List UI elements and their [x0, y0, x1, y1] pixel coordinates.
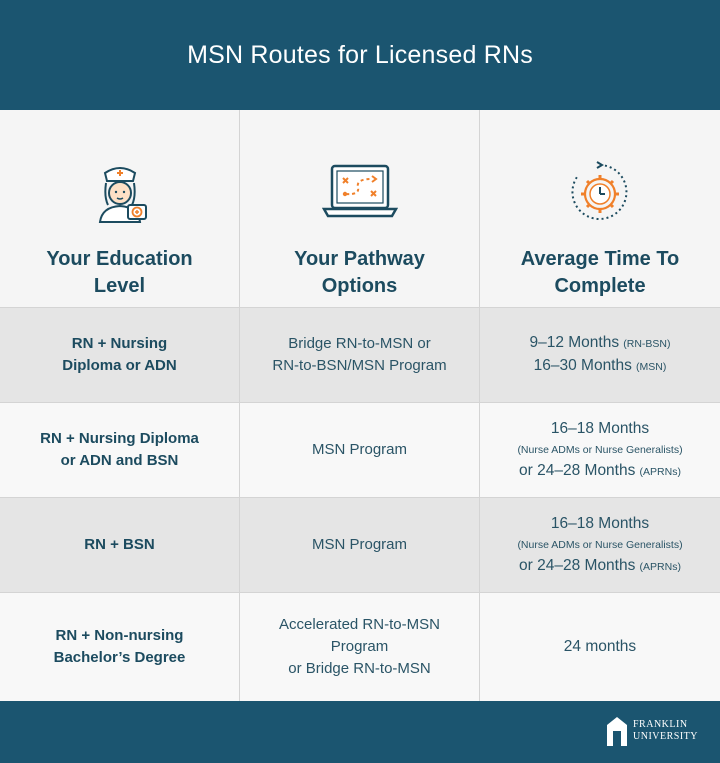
education-cell: RN + BSN	[0, 498, 240, 592]
header-cell-education	[0, 110, 240, 307]
table-row	[0, 403, 720, 498]
pathway-cell: MSN Program	[240, 403, 480, 497]
pathway-cell: Accelerated RN-to-MSN Program or Bridge RN-to-MSN	[240, 593, 480, 701]
education-cell: RN + Nursing Diploma or ADN	[0, 308, 240, 402]
time-cell: 16–18 Months (Nurse ADMs or Nurse Generalists) or 24–28 Months (APRNs)	[517, 419, 683, 479]
table-row	[0, 593, 720, 701]
column-title-time-line2: Complete	[554, 275, 646, 297]
education-cell: RN + Non-nursing Bachelor’s Degree	[0, 593, 240, 701]
column-title-pathway-line1: Your Pathway	[294, 248, 425, 270]
page-title: MSN Routes for Licensed RNs	[187, 40, 533, 69]
time-cell: 24 months	[563, 638, 637, 655]
education-cell: RN + Nursing Diploma or ADN and BSN	[0, 403, 240, 497]
table-row	[0, 498, 720, 593]
routes-table	[0, 110, 720, 701]
laptop-route-icon	[320, 152, 400, 232]
header-cell-time	[480, 110, 720, 307]
footer-banner	[0, 701, 720, 763]
logo-line1: FRANKLIN	[633, 719, 688, 730]
logo-line2: UNIVERSITY	[633, 731, 698, 742]
pathway-cell: Bridge RN-to-MSN or RN-to-BSN/MSN Program	[240, 308, 480, 402]
time-cell: 16–18 Months (Nurse ADMs or Nurse Generalists) or 24–28 Months (APRNs)	[517, 514, 683, 574]
column-title-pathway-line2: Options	[321, 275, 398, 297]
table-row	[0, 308, 720, 403]
header-banner	[0, 0, 720, 110]
table-header-row	[0, 110, 720, 308]
franklin-university-logo	[605, 715, 698, 747]
header-cell-pathway	[240, 110, 480, 307]
franklin-logo-icon	[605, 715, 629, 747]
pathway-cell: MSN Program	[240, 498, 480, 592]
nurse-icon	[80, 152, 160, 232]
clock-gear-icon	[560, 152, 640, 232]
column-title-education-line2: Level	[93, 275, 146, 297]
time-cell: 9–12 Months (RN-BSN) 16–30 Months (MSN)	[529, 334, 671, 374]
column-title-education-line1: Your Education	[46, 248, 193, 270]
column-title-time-line1: Average Time To	[520, 248, 680, 270]
